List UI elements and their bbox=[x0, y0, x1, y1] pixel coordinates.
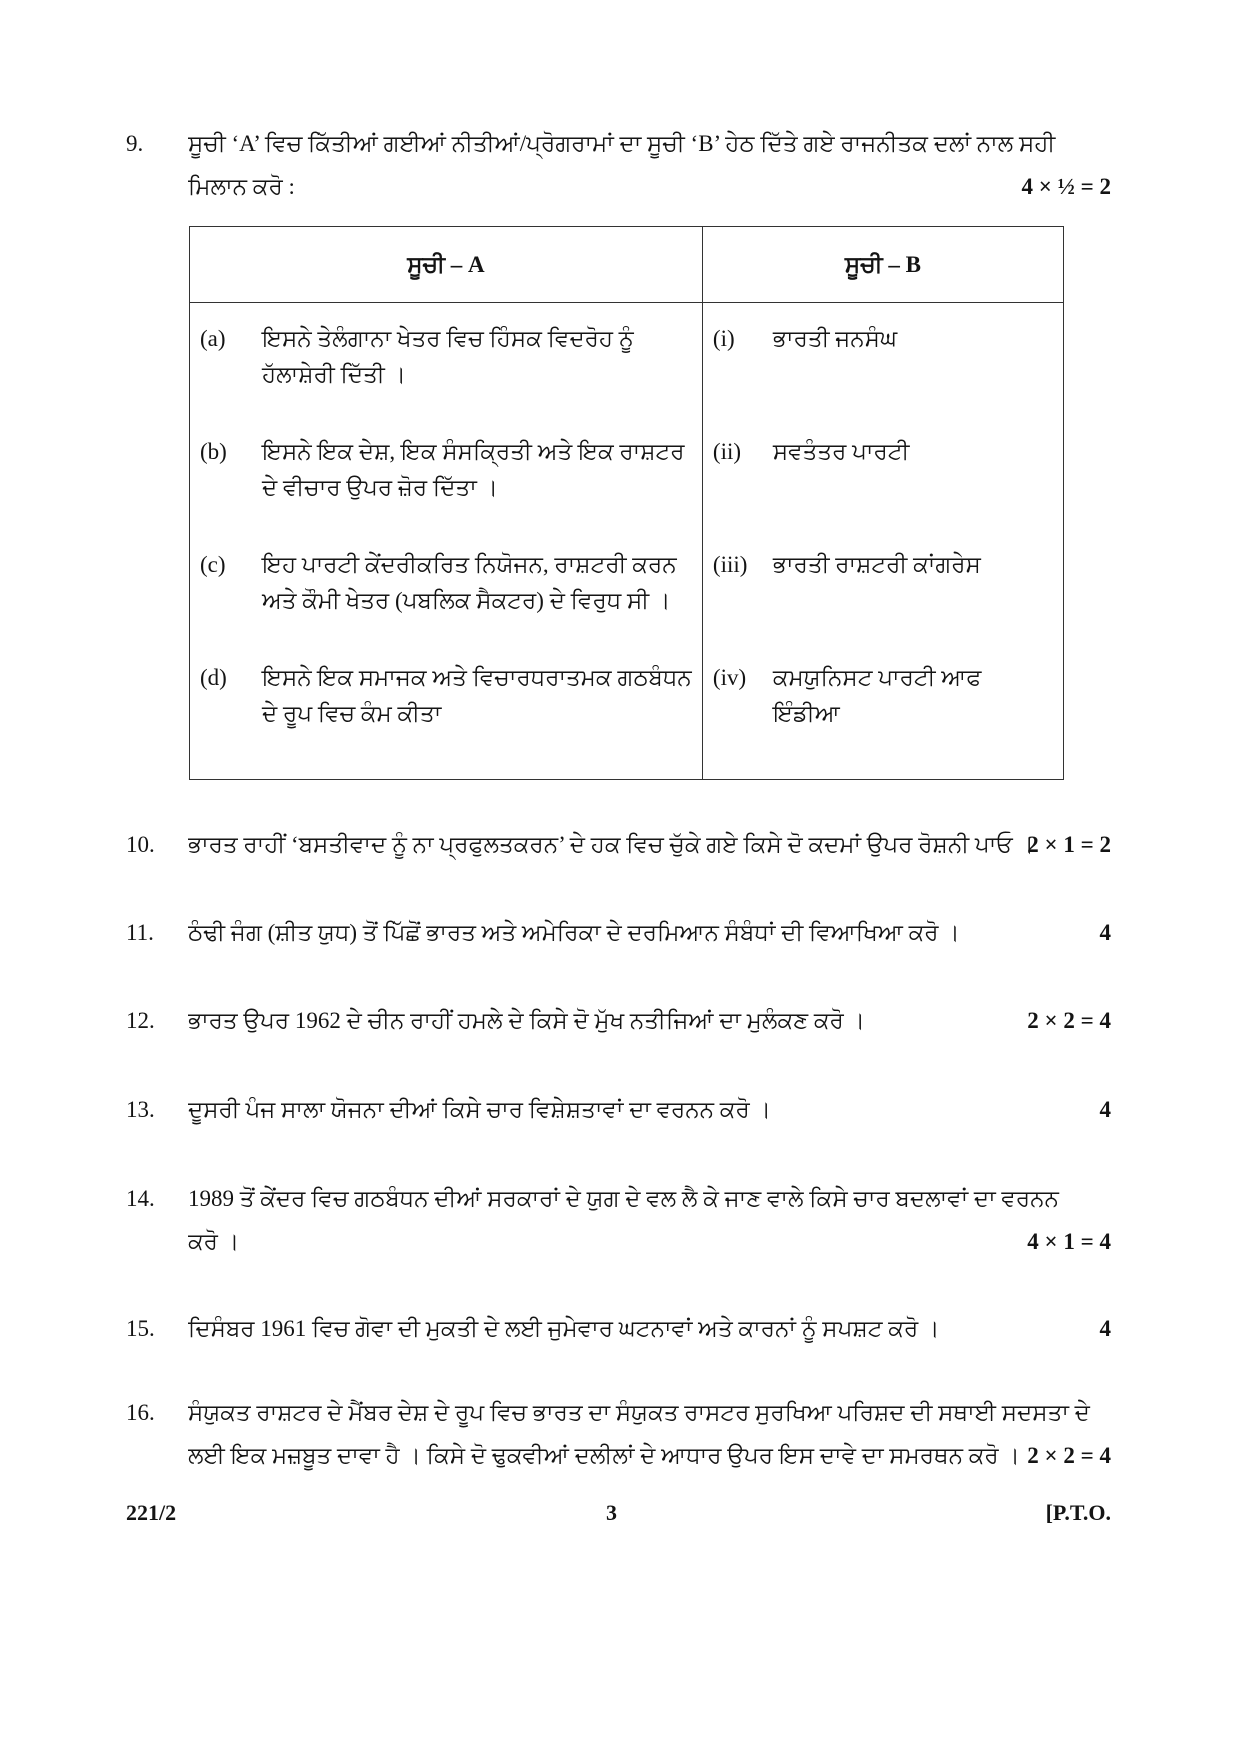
list-b-column bbox=[702, 303, 1063, 780]
question-number: 10. bbox=[126, 832, 155, 857]
question-text-line-1: 1989 ਤੋਂ ਕੇਂਦਰ ਵਿਚ ਗਠਬੰਧਨ ਦੀਆਂ ਸਰਕਾਰਾਂ ਦੇ ਯੁਗ ਦੇ ਵਲ ਲੈ ਕੇ ਜਾਣ ਵਾਲੇ ਕਿਸੇ ਚਾਰ ਬਦਲਾਵਾਂ ਦਾ ਵਰਨਨ bbox=[188, 1186, 1059, 1211]
question-text: ਭਾਰਤ ਰਾਹੀਂ ‘ਬਸਤੀਵਾਦ ਨੂੰ ਨਾ ਪ੍ਰਫੁਲਤਕਰਨ’ ਦੇ ਹਕ ਵਿਚ ਚੁੱਕੇ ਗਏ ਕਿਸੇ ਦੋ ਕਦਮਾਂ ਉਪਰ ਰੋਸ਼ਨੀ ਪਾਓ । bbox=[188, 832, 1035, 857]
page-footer bbox=[126, 1500, 1111, 1530]
question-9 bbox=[126, 122, 1111, 208]
question-marks: 4 bbox=[1099, 1316, 1111, 1341]
match-table bbox=[189, 226, 1064, 780]
header-list-b: ਸੂਚੀ – B bbox=[702, 227, 1063, 303]
question-number: 15. bbox=[126, 1316, 155, 1341]
item-text: ਕਮਯੁਨਿਸਟ ਪਾਰਟੀ ਆਫ ਇੰਡੀਆ bbox=[772, 665, 982, 726]
question-text-line-1: ਸੂਚੀ ‘A’ ਵਿਚ ਕਿੱਤੀਆਂ ਗਈਆਂ ਨੀਤੀਆਂ/ਪ੍ਰੋਗਰਾਮਾਂ ਦਾ ਸੂਚੀ ‘B’ ਹੇਠ ਦਿੱਤੇ ਗਏ ਰਾਜਨੀਤਕ ਦਲਾਂ ਨਾਲ ਸਹੀ bbox=[188, 131, 1056, 156]
list-item bbox=[200, 660, 692, 773]
question-marks: 2 × 2 = 4 bbox=[1027, 1443, 1111, 1468]
question-marks: 4 × ½ = 2 bbox=[1021, 174, 1111, 199]
question-text: ਦਿਸੰਬਰ 1961 ਵਿਚ ਗੋਵਾ ਦੀ ਮੁਕਤੀ ਦੇ ਲਈ ਜੁਮੇਵਾਰ ਘਟਨਾਵਾਂ ਅਤੇ ਕਾਰਨਾਂ ਨੂੰ ਸਪਸ਼ਟ ਕਰੋ । bbox=[188, 1316, 940, 1341]
question-text: ਦੂਸਰੀ ਪੰਜ ਸਾਲਾ ਯੋਜਨਾ ਦੀਆਂ ਕਿਸੇ ਚਾਰ ਵਿਸ਼ੇਸ਼ਤਾਵਾਂ ਦਾ ਵਰਨਨ ਕਰੋ । bbox=[188, 1097, 772, 1122]
list-a-column bbox=[190, 303, 703, 780]
question-text-line-2: ਕਰੋ । bbox=[188, 1229, 240, 1254]
question-number: 11. bbox=[126, 920, 154, 945]
item-text: ਇਸਨੇ ਤੇਲੰਗਾਨਾ ਖੇਤਰ ਵਿਚ ਹਿੰਸਕ ਵਿਦਰੋਹ ਨੂੰ ਹੱਲਾਸ਼ੇਰੀ ਦਿੱਤੀ । bbox=[262, 326, 634, 387]
question-text: ਭਾਰਤ ਉਪਰ 1962 ਦੇ ਚੀਨ ਰਾਹੀਂ ਹਮਲੇ ਦੇ ਕਿਸੇ ਦੋ ਮੁੱਖ ਨਤੀਜਿਆਂ ਦਾ ਮੁਲੰਕਣ ਕਰੋ । bbox=[188, 1008, 866, 1033]
question-13 bbox=[126, 1088, 1111, 1131]
list-item bbox=[713, 547, 1053, 660]
header-list-a: ਸੂਚੀ – A bbox=[190, 227, 703, 303]
page-number: 3 bbox=[606, 1500, 617, 1525]
question-number: 14. bbox=[126, 1186, 155, 1211]
question-14 bbox=[126, 1177, 1111, 1263]
question-text-line-2: ਲਈ ਇਕ ਮਜ਼ਬੂਤ ਦਾਵਾ ਹੈ । ਕਿਸੇ ਦੋ ਢੁਕਵੀਆਂ ਦਲੀਲਾਂ ਦੇ ਆਧਾਰ ਉਪਰ ਇਸ ਦਾਵੇ ਦਾ ਸਮਰਥਨ ਕਰੋ । bbox=[188, 1443, 1020, 1468]
item-label: (b) bbox=[200, 439, 227, 464]
question-15 bbox=[126, 1307, 1111, 1350]
item-label: (a) bbox=[200, 326, 226, 351]
list-item bbox=[200, 321, 692, 434]
list-item bbox=[713, 321, 1053, 434]
question-text-line-2: ਮਿਲਾਨ ਕਰੋ : bbox=[188, 174, 295, 199]
question-number: 9. bbox=[126, 131, 144, 156]
question-number: 16. bbox=[126, 1400, 155, 1425]
question-marks: 4 bbox=[1099, 1097, 1111, 1122]
paper-code: 221/2 bbox=[126, 1500, 177, 1525]
item-label: (iii) bbox=[712, 552, 748, 577]
list-item bbox=[200, 547, 692, 660]
item-text: ਇਹ ਪਾਰਟੀ ਕੇਂਦਰੀਕਰਿਤ ਨਿਯੋਜਨ, ਰਾਸ਼ਟਰੀ ਕਰਨ ਅਤੇ ਕੌਮੀ ਖੇਤਰ (ਪਬਲਿਕ ਸੈਕਟਰ) ਦੇ ਵਿਰੁਧ ਸੀ । bbox=[262, 552, 677, 613]
item-label: (i) bbox=[712, 326, 735, 351]
question-11 bbox=[126, 911, 1111, 954]
please-turn-over: [P.T.O. bbox=[1045, 1500, 1111, 1525]
list-item bbox=[713, 660, 1053, 773]
list-item bbox=[200, 434, 692, 547]
question-marks: 2 × 1 = 2 bbox=[1027, 832, 1111, 857]
question-text: ਠੰਢੀ ਜੰਗ (ਸ਼ੀਤ ਯੁਧ) ਤੋਂ ਪਿੱਛੋਂ ਭਾਰਤ ਅਤੇ ਅਮੇਰਿਕਾ ਦੇ ਦਰਮਿਆਨ ਸੰਬੰਧਾਂ ਦੀ ਵਿਆਖਿਆ ਕਰੋ । bbox=[188, 920, 960, 945]
item-text: ਇਸਨੇ ਇਕ ਸਮਾਜਕ ਅਤੇ ਵਿਚਾਰਧਰਾਤਮਕ ਗਠਬੰਧਨ ਦੇ ਰੂਪ ਵਿਚ ਕੰਮ ਕੀਤਾ bbox=[262, 665, 692, 726]
question-marks: 2 × 2 = 4 bbox=[1027, 1008, 1111, 1033]
item-text: ਭਾਰਤੀ ਰਾਸ਼ਟਰੀ ਕਾਂਗਰੇਸ bbox=[772, 552, 981, 577]
question-10 bbox=[126, 823, 1111, 866]
item-label: (c) bbox=[200, 552, 226, 577]
question-marks: 4 bbox=[1099, 920, 1111, 945]
item-label: (iv) bbox=[712, 665, 747, 690]
question-16 bbox=[126, 1391, 1111, 1477]
question-12 bbox=[126, 999, 1111, 1042]
item-text: ਭਾਰਤੀ ਜਨਸੰਘ bbox=[772, 326, 898, 351]
item-label: (ii) bbox=[712, 439, 742, 464]
item-text: ਇਸਨੇ ਇਕ ਦੇਸ਼, ਇਕ ਸੰਸਕ੍ਰਿਤੀ ਅਤੇ ਇਕ ਰਾਸ਼ਟਰ ਦੇ ਵੀਚਾਰ ਉਪਰ ਜ਼ੋਰ ਦਿੱਤਾ । bbox=[262, 439, 685, 500]
question-number: 12. bbox=[126, 1008, 155, 1033]
question-marks: 4 × 1 = 4 bbox=[1027, 1229, 1111, 1254]
question-text-line-1: ਸੰਯੁਕਤ ਰਾਸ਼ਟਰ ਦੇ ਮੈਂਬਰ ਦੇਸ਼ ਦੇ ਰੂਪ ਵਿਚ ਭਾਰਤ ਦਾ ਸੰਯੁਕਤ ਰਾਸਟਰ ਸੁਰਖਿਆ ਪਰਿਸ਼ਦ ਦੀ ਸਥਾਈ ਸਦਸਤਾ ਦੇ bbox=[188, 1400, 1090, 1425]
item-label: (d) bbox=[200, 665, 227, 690]
question-number: 13. bbox=[126, 1097, 155, 1122]
item-text: ਸਵਤੰਤਰ ਪਾਰਟੀ bbox=[772, 439, 910, 464]
list-item bbox=[713, 434, 1053, 547]
